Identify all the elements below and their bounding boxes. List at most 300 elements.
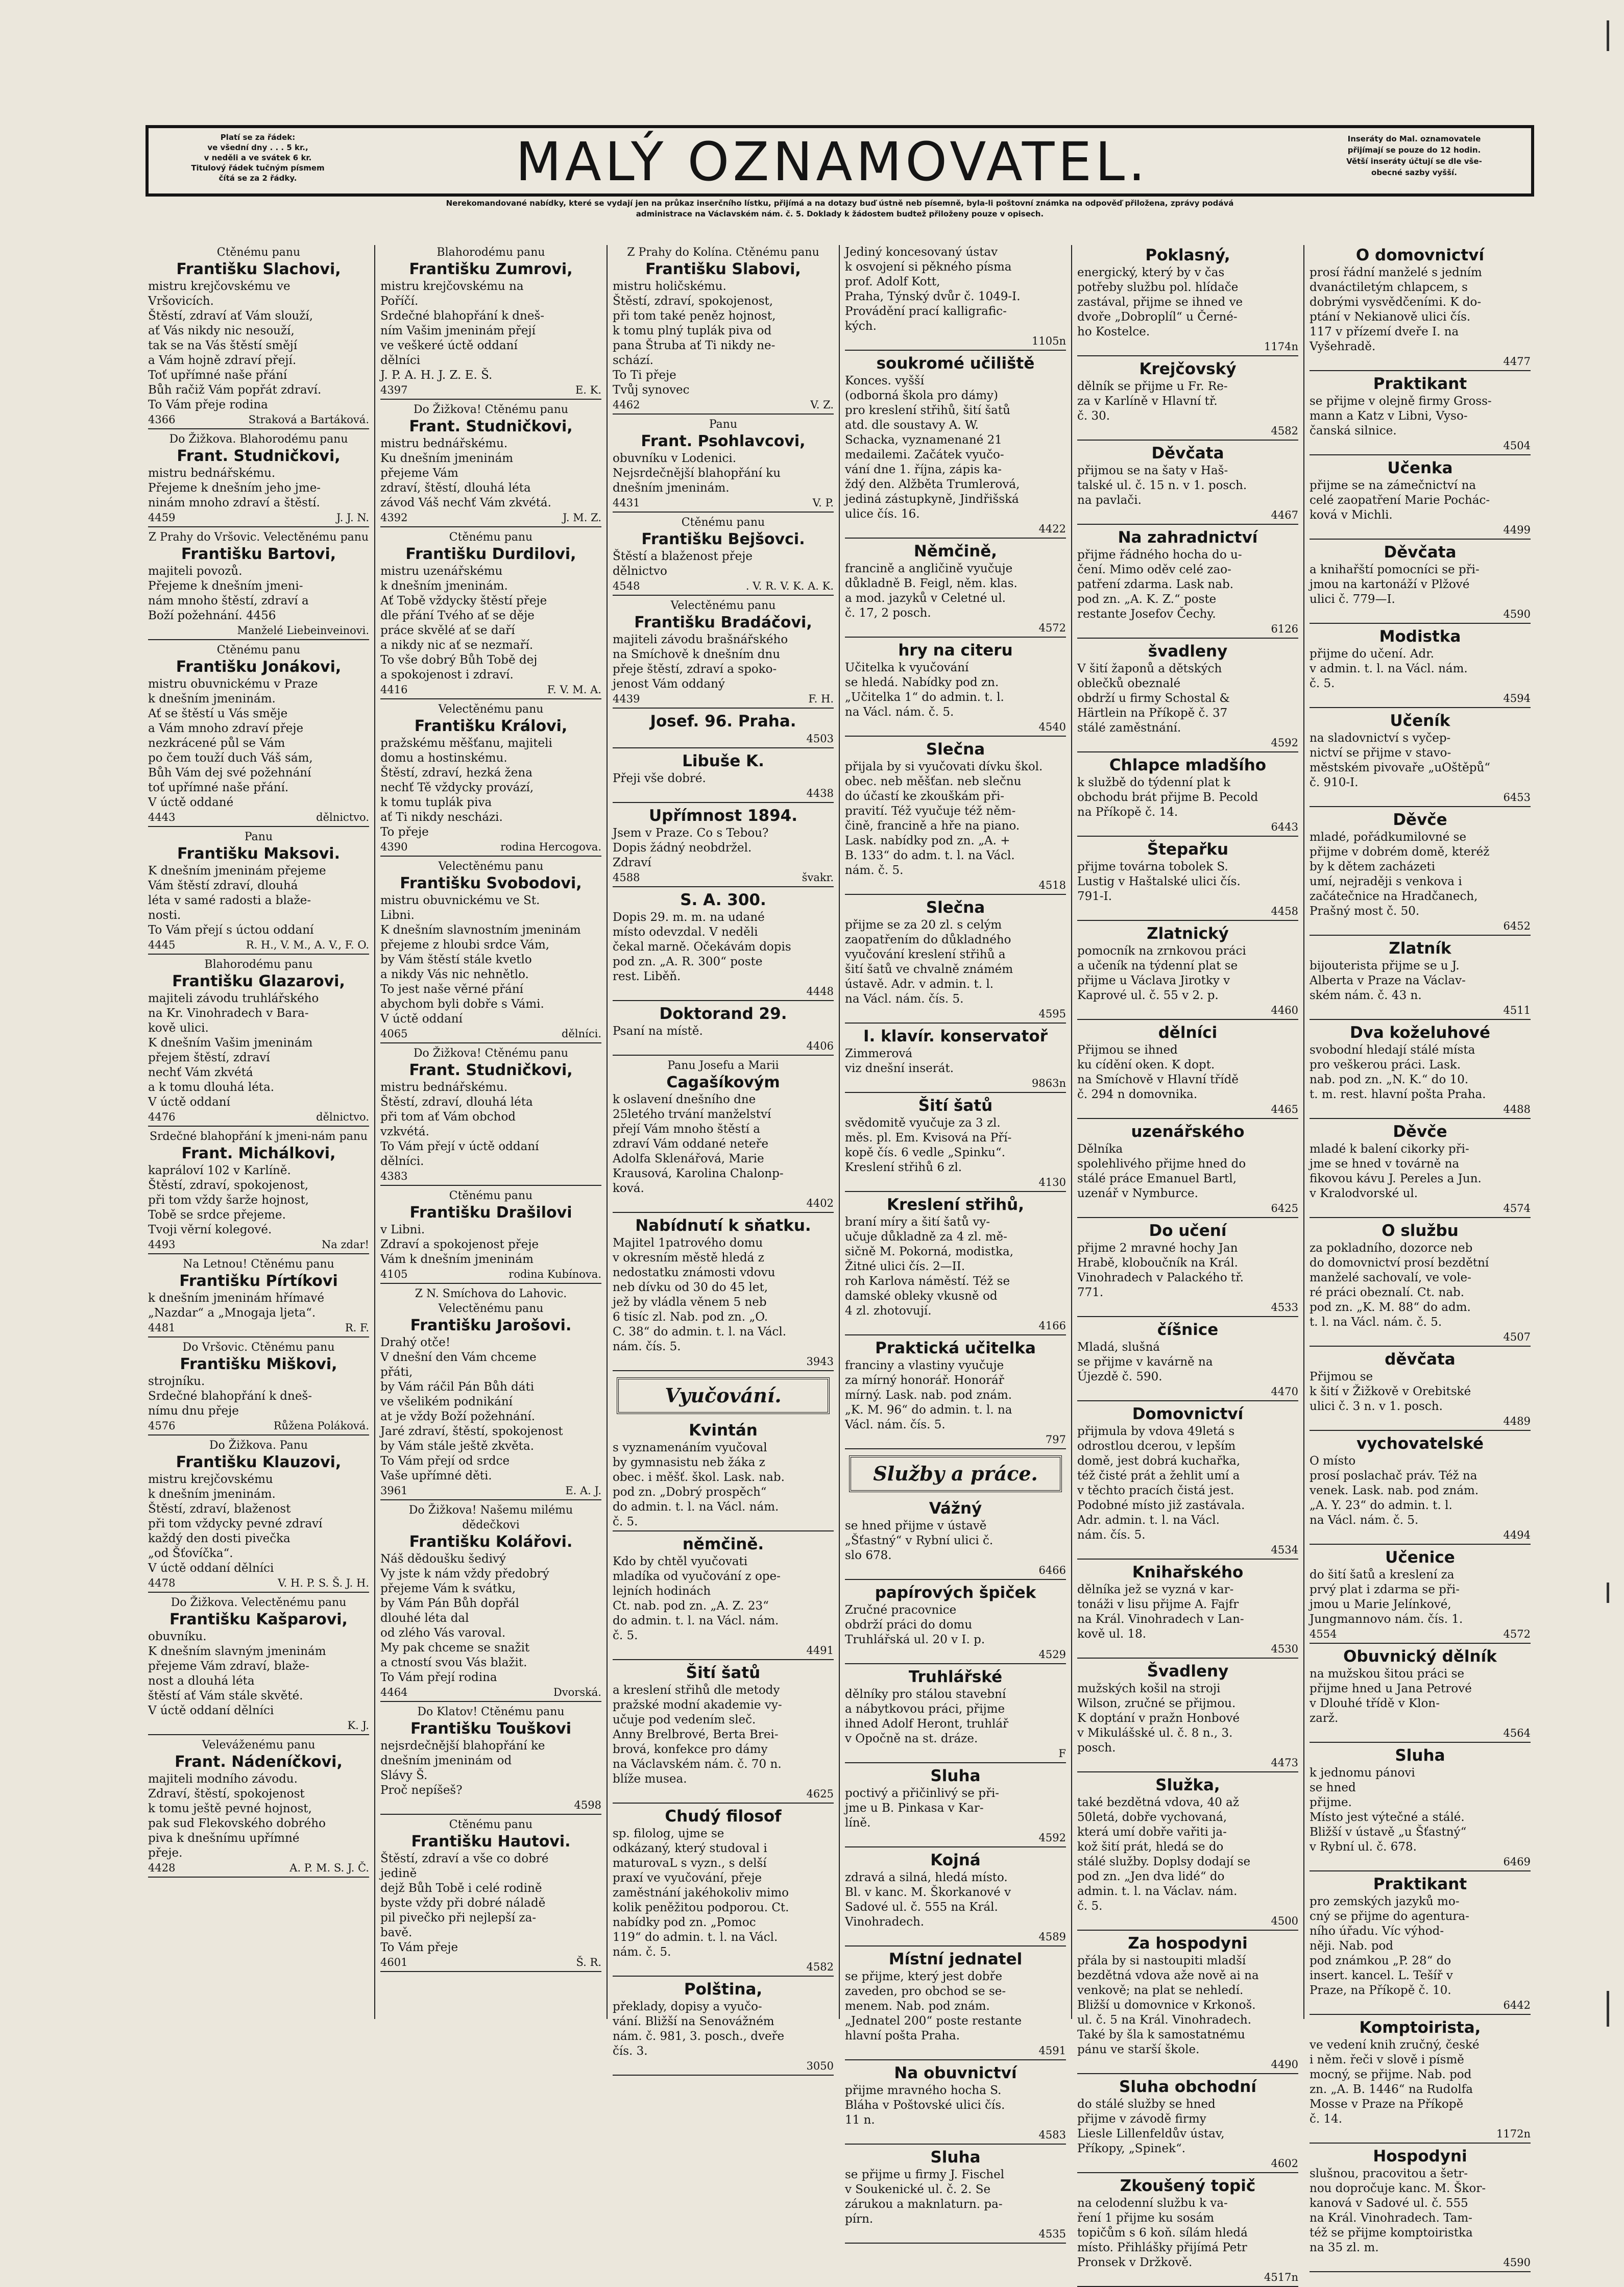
ad-text-line: v Kralodvorské ul. [1310, 1187, 1418, 1200]
ad-signature: 4473 [1271, 1757, 1298, 1769]
ad-text-line: patření zdarma. Lask nab. [1077, 578, 1234, 591]
ad-salutation: Do Žižkova. Velectěnému panu [171, 1596, 347, 1609]
ad-signature: 3943 [806, 1355, 834, 1368]
ad-text-line: se přijme v kavárně na [1077, 1355, 1213, 1369]
ad-footer [380, 383, 601, 400]
ad-footer [1310, 919, 1531, 936]
ad-number: 4476 [148, 1111, 176, 1123]
ad-text-line: tak se na Vás štěstí smějí [148, 339, 298, 352]
ad-signature: rodina Kubínova. [508, 1268, 601, 1280]
ad-text-line: Provádění prací kalligrafic- [845, 305, 1007, 318]
ad-text-line: Také by šla k samostatnému [1077, 2028, 1245, 2041]
classified-ad [380, 1286, 601, 1500]
classified-ad [1310, 1349, 1531, 1431]
ad-signature: 6469 [1503, 1856, 1531, 1868]
ad-signature: 4592 [1271, 737, 1298, 749]
ad-text-line: stálé práce Emanuel Bartl, [1077, 1172, 1237, 1185]
ad-text-line: zarž. [1310, 1712, 1339, 1725]
ad-text-line: pod zn. „K. M. 88“ do adm. [1310, 1301, 1471, 1314]
ad-number: 4601 [380, 1956, 408, 1968]
ad-text-line: ústavě. Adr. v admin. t. l. [845, 978, 994, 991]
ad-signature: 9863n [1032, 1077, 1066, 1089]
ad-text-line: závod Váš nechť Vám zkvétá. [380, 496, 551, 509]
ad-text-line: do účastí ke zkouškám při- [845, 790, 1004, 803]
ad-text-line: a učeník na týdenní plat se [1077, 959, 1238, 972]
ad-number: 4443 [148, 811, 176, 823]
ad-signature: 1105n [1032, 335, 1066, 347]
ad-heading: Domovnictví [1132, 1405, 1244, 1423]
ad-text-line: Dopis 29. m. m. na udané [613, 911, 765, 924]
ad-text-line: na Václavském nám. č. 70 n. [613, 1758, 782, 1771]
ad-signature: 4530 [1271, 1643, 1298, 1655]
ad-text-line: přáti, [380, 1366, 413, 1379]
ad-footer [1077, 820, 1298, 837]
ad-text-line: mistru obuvnickému ve St. [380, 894, 540, 907]
ad-text-line: nabídky pod zn. „Pomoc [613, 1916, 756, 1929]
classified-ad [845, 1949, 1066, 2060]
ad-text-line: V úctě oddaní [380, 1012, 463, 1026]
ad-footer [613, 579, 834, 596]
ad-text-line: v Libni. [380, 1223, 425, 1236]
ad-text-line: Praze, na Příkopě č. 10. [1310, 1984, 1451, 1997]
ad-signature: J. J. N. [336, 512, 369, 524]
ad-text-line: přijala by si vyučovati dívku škol. [845, 760, 1043, 773]
ad-signature: 4590 [1503, 608, 1531, 620]
classified-ad [1310, 374, 1531, 455]
ad-text-line: do domovnictví prosí bezdětní [1310, 1256, 1489, 1270]
ad-heading: O službu [1381, 1222, 1459, 1240]
ad-text-line: francině a angličině vyučuje [845, 562, 1013, 575]
ad-text-line: nechť Vám zkvétá [148, 1066, 253, 1079]
ad-signature: 4589 [1038, 1931, 1066, 1943]
ad-footer [380, 1483, 601, 1500]
ad-signature: 6452 [1503, 920, 1531, 932]
ad-number: 4416 [380, 684, 408, 696]
ad-heading: děvčata [1385, 1350, 1456, 1369]
ad-text-line: insert. kancel. L. Tešíř v [1310, 1969, 1453, 1982]
ad-text-line: začátečnice na Hradčanech, [1310, 890, 1478, 903]
ad-footer [1310, 1855, 1531, 1871]
ad-text-line: se hned přijme v ústavě [845, 1519, 987, 1532]
ad-heading: Praktikant [1373, 1875, 1467, 1893]
ad-text-line: „Šťastný“ v Rybní ulici č. [845, 1534, 993, 1547]
ad-text-line: 25letého trvání manželství [613, 1108, 771, 1121]
ad-heading: Sluha obchodní [1119, 2078, 1256, 2096]
ad-text-line: mladé, pořádkumilovné se [1310, 831, 1467, 844]
ad-footer [845, 621, 1066, 638]
ad-text-line: jedině [380, 1867, 417, 1880]
ad-footer [845, 1175, 1066, 1192]
ad-text-line: Dopis žádný neobdržel. [613, 841, 752, 855]
classified-ad [148, 643, 369, 827]
ad-footer [380, 1685, 601, 1702]
ad-signature: K. J. [347, 1719, 369, 1732]
ad-text-line: ať Vás nikdy nic nesouží, [148, 324, 295, 337]
ad-text-line: štěstí ať Vám stále skvěté. [148, 1689, 303, 1702]
classified-ad [613, 1004, 834, 1056]
ad-text-line: mistru uzenářskému [380, 565, 503, 578]
ad-footer [380, 510, 601, 527]
ad-text-line: Liesle Lillenfeldův ústav, [1077, 2127, 1225, 2140]
ad-heading: Praktická učitelka [875, 1339, 1036, 1357]
ad-text-line: svědomitě vyučuje za 3 zl. [845, 1116, 1001, 1130]
ad-footer [380, 1027, 601, 1043]
classified-ad [1077, 641, 1298, 752]
ad-signature: 4166 [1038, 1320, 1066, 1332]
ad-name: Františku Bartovi, [181, 545, 336, 563]
ad-text-line: ulici č. 3 n. v 1. posch. [1310, 1400, 1443, 1413]
ad-text-line: ním Vašim jmeninám přejí [380, 324, 536, 337]
pricing-line: Platí se za řádek: [220, 133, 296, 142]
ad-text-line: nou dopročuje kanc. M. Škor- [1310, 2182, 1486, 2195]
ad-text-line: dejž Bůh Tobě i celé rodině [380, 1882, 542, 1895]
ad-text-line: k dnešním jmeninám. [380, 579, 508, 593]
classified-ad [1077, 923, 1298, 1020]
ad-footer [148, 938, 369, 955]
ad-text-line: Lustig v Haštalské ulici čís. [1077, 875, 1241, 888]
ad-text-line: K doptání v pražn Honbové [1077, 1712, 1240, 1725]
ad-text-line: přijmula by vdova 49letá s [1077, 1425, 1235, 1438]
ad-text-line: městském pivovaře „uOštěpů“ [1310, 761, 1491, 774]
ad-name: Frant. Studničkovi, [177, 447, 341, 465]
ad-text-line: J. P. A. H. J. Z. E. Š. [380, 369, 493, 382]
ad-number: 4431 [613, 497, 640, 509]
classified-ad [380, 1817, 601, 1972]
ad-text-line: hlavní pošta Praha. [845, 2029, 960, 2042]
classified-ad [380, 702, 601, 857]
ad-text-line: „Jednatel 200“ poste restante [845, 2014, 1022, 2028]
ad-heading: Za hospodyni [1128, 1934, 1248, 1953]
ad-footer [1077, 1756, 1298, 1772]
ad-text-line: mistru bednářskému. [148, 467, 276, 480]
ad-text-line: v Dlouhé třídě v Klon- [1310, 1697, 1440, 1710]
ad-text-line: v admin. t. l. na Václ. nám. [1310, 662, 1468, 675]
classified-ad [613, 598, 834, 709]
ad-name: Františku Pírtíkovi [179, 1272, 338, 1290]
ad-text-line: nám. čís. 5. [613, 1340, 681, 1353]
ad-text-line: pánu ve starší škole. [1077, 2043, 1200, 2056]
ad-text-line: kově ul. 18. [1077, 1627, 1147, 1641]
section-heading: Služby a práce. [849, 1455, 1062, 1492]
ad-number: 4392 [380, 512, 408, 524]
classified-ad [845, 1583, 1066, 1664]
ad-heading: švadleny [1148, 642, 1228, 661]
ad-heading: Služka, [1155, 1776, 1220, 1794]
ad-text-line: To Vám přejí s úctou oddaní [148, 923, 314, 937]
ad-text-line: bijouterista přijme se u J. [1310, 959, 1460, 972]
ad-text-line: též se přijme komptoiristka [1310, 2226, 1473, 2240]
ad-name: Františku Kolářovi. [409, 1533, 573, 1551]
ad-footer [1077, 1384, 1298, 1401]
ad-footer [613, 870, 834, 887]
ad-text-line: dvanáctiletým chlapcem, s [1310, 281, 1468, 294]
ad-text-line: nezkrácené půl se Vám [148, 737, 285, 750]
ad-footer [1077, 1642, 1298, 1659]
ad-text-line: jme se hned v továrně na [1310, 1157, 1460, 1171]
ad-text-line: Místo jest výtečné a stálé. [1310, 1811, 1465, 1824]
ad-name: Frant. Psohlavcovi, [641, 432, 806, 450]
ad-footer [613, 2059, 834, 2076]
ad-text-line: praxí ve vyučování, přeje [613, 1871, 762, 1885]
ad-text-line: Kaprové ul. č. 55 v 2. p. [1077, 989, 1219, 1002]
ad-signature: 6443 [1271, 821, 1298, 833]
ad-text-line: pírn. [845, 2212, 874, 2226]
classified-ad [148, 1340, 369, 1436]
ad-text-line: pražské modní akademie vy- [613, 1698, 782, 1712]
classified-ad [148, 1129, 369, 1254]
ad-text-line: Lask. nabídky pod zn. „A. + [845, 834, 1010, 847]
ad-signature: . V. R. V. K. A. K. [745, 580, 834, 592]
ad-signature: 4572 [1038, 622, 1066, 634]
ad-heading: Polština, [684, 1980, 763, 1999]
classified-ad [1077, 1320, 1298, 1401]
classified-ad [1310, 2146, 1531, 2272]
ad-text-line: přijme továrna tobolek S. [1077, 860, 1228, 873]
ad-signature: dělnictvo. [316, 1111, 369, 1123]
ad-text-line: přejí Vám mnoho štěstí a [613, 1123, 760, 1136]
ad-text-line: Ať Tobě vždycky štěstí přeje [380, 594, 547, 607]
ad-name: Frant. Studničkovi, [409, 1061, 573, 1079]
ad-salutation: Do Žižkova. Blahorodému panu [169, 433, 348, 446]
classified-ad [845, 1195, 1066, 1335]
ad-text-line: v těchto pracích čistá jest. [1077, 1484, 1234, 1497]
ad-text-line: Jediný koncesovaný ústav [845, 246, 998, 259]
ad-name: Františku Slabovi, [645, 260, 801, 278]
ad-text-line: při tom ať Vám obchod [380, 1110, 516, 1124]
classified-ad [1310, 542, 1531, 624]
ad-footer [1077, 1003, 1298, 1020]
ad-heading: Slečna [926, 898, 985, 917]
ad-text-line: Truhlářská ul. 20 v I. p. [845, 1633, 985, 1646]
ad-text-line: Bláha v Poštovské ulici čís. [845, 2099, 1005, 2112]
ad-text-line: nechť Tě vždycky provází, [380, 781, 534, 794]
ad-footer [380, 683, 601, 699]
ad-text-line: na Smíchově k dnešním dnu [613, 648, 781, 661]
ad-text-line: přejeme Vám k svátku, [380, 1582, 516, 1595]
classified-ad [1077, 2077, 1298, 2173]
ad-text-line: Kreslení střihů 6 zl. [845, 1161, 962, 1174]
ad-text-line: Přijmou se [1310, 1370, 1373, 1383]
classified-ad [1077, 1023, 1298, 1119]
ad-text-line: odrostlou dcerou, v lepším [1077, 1440, 1236, 1453]
ad-text-line: K dnešním slavnostním jmeninám [380, 923, 581, 937]
ad-salutation: Panu [709, 418, 738, 431]
ad-text-line: atd. dle soustavy A. W. [845, 419, 979, 432]
ad-name: Františku Slachovi, [176, 260, 341, 278]
ad-signature: R. H., V. M., A. V., F. O. [246, 939, 369, 951]
classified-ad [1310, 2017, 1531, 2144]
ad-text-line: přijme u Václava Jirotky v [1077, 974, 1230, 987]
ad-footer [1310, 1330, 1531, 1347]
ad-text-line: 6 tisíc zl. Nab. pod zn. „O. [613, 1310, 768, 1324]
ad-footer [1077, 1201, 1298, 1218]
column-divider [374, 245, 375, 2019]
ad-text-line: ření 1 přijme ku sosám [1077, 2211, 1215, 2225]
ad-signature: 797 [1045, 1433, 1066, 1446]
ad-text-line: V dnešní den Vám chceme [380, 1351, 537, 1364]
ad-text-line: Vaše upřímné děti. [380, 1469, 492, 1482]
ad-text-line: mistru krejčovskému ve [148, 280, 290, 293]
ad-signature: V. H. P. S. Š. J. H. [278, 1577, 369, 1589]
ad-text-line: překlady, dopisy a vyučo- [613, 2000, 762, 2013]
ad-heading: Němčině, [913, 542, 998, 561]
ad-text-line: byste vždy při dobré náladě [380, 1896, 546, 1910]
ad-signature: F. V. M. A. [547, 684, 601, 696]
ad-number: 4366 [148, 413, 176, 426]
ad-heading: Učenka [1387, 459, 1453, 477]
ad-footer [845, 1319, 1066, 1335]
ad-text-line: Poříčí. [380, 295, 419, 308]
classified-ad [1310, 245, 1531, 371]
ad-number: 4383 [380, 1170, 408, 1182]
ad-text-line: Přeji vše dobré. [613, 772, 706, 785]
ad-signature: 4467 [1271, 509, 1298, 521]
ad-heading: Děvče [1393, 1123, 1447, 1141]
ad-text-line: s vyznamenáním vyučoval [613, 1441, 767, 1454]
classified-ad [613, 1806, 834, 1977]
ad-footer [1077, 2057, 1298, 2074]
ad-text-line: k tomu plný tuplák piva od [613, 324, 772, 337]
ad-text-line: čině, francině a hře na piano. [845, 819, 1020, 833]
masthead-terms [1304, 133, 1524, 178]
ad-footer [845, 1007, 1066, 1024]
ad-footer [613, 732, 834, 748]
ad-footer [148, 412, 369, 429]
ad-text-line: 4 zl. zhotovují. [845, 1304, 932, 1318]
ad-salutation: Do Žižkova! Našemu milému dědečkovi [408, 1504, 573, 1531]
ad-signature: 4574 [1503, 1202, 1531, 1214]
classified-ad [1077, 443, 1298, 525]
ad-text-line: Zdraví [613, 856, 651, 869]
ad-text-line: rest. Liběň. [613, 970, 681, 983]
ad-text-line: líně. [845, 1816, 871, 1830]
ad-footer [1310, 1201, 1531, 1218]
ad-signature: F. H. [808, 693, 834, 705]
column-divider [1303, 245, 1304, 2019]
ad-text-line: mistru bednářskému. [380, 437, 508, 450]
ad-text-line: přejeme Vám zdraví, blaže- [148, 1660, 309, 1673]
classified-ad [380, 530, 601, 699]
ad-signature: E. K. [575, 384, 601, 396]
ad-text-line: Srdečné blahopřání k dneš- [380, 309, 545, 323]
ad-text-line: dlouhé léta dal [380, 1612, 469, 1625]
ad-text-line: čení. Mimo oděv celé zao- [1077, 563, 1231, 576]
ad-text-line: zárukou a maknlaturn. pa- [845, 2198, 1003, 2211]
ad-text-line: přijme. [1310, 1796, 1352, 1809]
classified-ad [613, 1420, 834, 1531]
ad-text-line: Ať se štěstí u Vás směje [148, 707, 288, 720]
ad-text-line: oblečků obeznalé [1077, 677, 1181, 690]
ad-text-line: at je vždy Boží požehnání. [380, 1410, 536, 1423]
ad-footer [845, 1076, 1066, 1093]
ad-text-line: brová, konfekce pro dámy [613, 1743, 768, 1756]
ad-text-line: přijmou se na šaty v Haš- [1077, 464, 1228, 477]
ad-text-line: 50letá, dobře vychovaná, [1077, 1811, 1227, 1824]
ad-heading: Šití šatů [918, 1097, 993, 1115]
classified-ad [1310, 458, 1531, 540]
ad-text-line: Přijmou se ihned [1077, 1043, 1178, 1057]
ad-text-line: se přijme, který jest dobře [845, 1970, 1003, 1983]
ad-text-line: šití šatů ve chvalně známém [845, 963, 1013, 976]
ad-text-line: dělníci [380, 354, 421, 367]
ad-signature: 6126 [1271, 623, 1298, 635]
section-heading: Vyučování. [617, 1377, 830, 1414]
ad-salutation: Ctěnému panu [449, 1818, 533, 1831]
ad-signature: 4490 [1271, 2058, 1298, 2071]
ad-text-line: Anny Brelbrové, Berta Brei- [613, 1728, 779, 1741]
ad-heading: číšnice [1157, 1321, 1219, 1339]
ad-signature: 4517n [1264, 2271, 1298, 2283]
ad-text-line: by Vám štěstí stále kvetlo [380, 953, 532, 966]
ad-heading: Josef. 96. Praha. [650, 712, 796, 731]
ad-text-line: 771. [1077, 1286, 1104, 1299]
ad-number: 4439 [613, 693, 640, 705]
classified-ad [845, 640, 1066, 737]
classified-ad [1310, 711, 1531, 807]
ad-text-line: mistru obuvnickému v Praze [148, 677, 318, 691]
ad-text-line: Žitné ulici čís. 2—II. [845, 1260, 965, 1273]
ad-salutation: Velectěnému panu [438, 860, 544, 873]
ad-text-line: přijme řádného hocha do u- [1077, 548, 1242, 562]
ad-signature: 1174n [1264, 340, 1298, 353]
ad-signature: 4504 [1503, 440, 1531, 452]
ad-text-line: č. 910-I. [1310, 776, 1359, 789]
ad-text-line: zn. „A. B. 1446“ na Rudolfa [1310, 2083, 1473, 2096]
ad-text-line: pro kreslení střihů, šití šatů [845, 404, 1010, 417]
classified-ad [613, 1534, 834, 1660]
ad-footer [380, 1798, 601, 1815]
ad-signature: 6453 [1503, 791, 1531, 804]
ad-footer [845, 2128, 1066, 2145]
ad-text-line: V úctě oddaní dělníci [148, 1704, 274, 1717]
ad-text-line: Zimmerová [845, 1047, 913, 1060]
ad-name: Františku Královi, [414, 717, 568, 735]
classified-ad [845, 1338, 1066, 1449]
ad-text-line: ve veškeré úctě oddaní [380, 339, 518, 352]
ad-text-line: na pavlači. [1077, 494, 1142, 507]
ad-text-line: nedostatku známosti vdovu [613, 1266, 775, 1279]
ad-text-line: přijme hned u Jana Petrové [1310, 1682, 1472, 1695]
ad-footer [845, 1432, 1066, 1449]
ad-number: 4445 [148, 939, 176, 951]
ad-number: 4428 [148, 1862, 176, 1874]
ad-footer [148, 1576, 369, 1593]
ad-text-line: čanská silnice. [1310, 424, 1397, 437]
ad-footer [1310, 354, 1531, 371]
ad-text-line: ninám mnoho zdraví a štěstí. [148, 496, 320, 509]
ad-text-line: přijme v závodě firmy [1077, 2112, 1206, 2126]
ad-text-line: k službě do týdenní plat k [1077, 776, 1231, 789]
ad-text-line: přijme 2 mravné hochy Jan [1077, 1242, 1238, 1255]
ad-name: Františku Jonákovi, [176, 658, 342, 676]
ad-text-line: vání dne 1. října, zápis ka- [845, 463, 1002, 476]
ad-text-line: prosí poslachač práv. Též na [1310, 1469, 1477, 1482]
ad-signature: 4602 [1271, 2157, 1298, 2170]
ad-heading: Doktorand 29. [659, 1005, 787, 1023]
ad-text-line: mann a Katz v Libni, Vyso- [1310, 409, 1468, 423]
ad-text-line: Vršovicích. [148, 295, 214, 308]
ad-text-line: k šití v Žižkově v Orebitské [1310, 1385, 1471, 1398]
ad-text-line: „Nazdar“ a „Mnogaja ljeta“. [148, 1306, 316, 1320]
ad-text-line: obdrží u firmy Schostal & [1077, 692, 1230, 705]
ad-heading: Šití šatů [686, 1664, 761, 1682]
ad-text-line: nám. č. 5. [845, 864, 904, 877]
ad-text-line: 117 v přízemí dveře I. na [1310, 325, 1459, 338]
pricing-line: ve všední dny . . . 5 kr., [207, 143, 308, 152]
ad-text-line: a mod. jazyků v Celetné ul. [845, 592, 1006, 605]
ad-text-line: Bůh Vám dej své požehnání [148, 766, 311, 780]
ad-signature: dělníci. [562, 1028, 601, 1040]
